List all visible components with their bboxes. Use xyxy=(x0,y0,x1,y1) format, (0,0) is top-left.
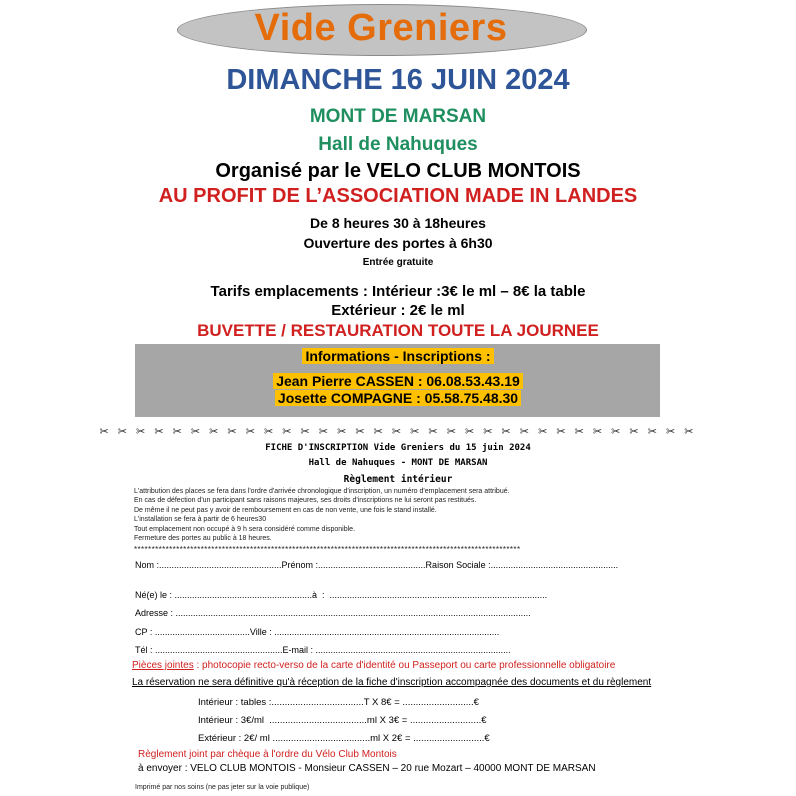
send-address: à envoyer : VELO CLUB MONTOIS - Monsieur CASSEN – 20 rue Mozart – 40000 MONT DE MARSAN xyxy=(138,763,596,774)
address-field[interactable]: Adresse : .............................................................................................................................................. xyxy=(135,608,531,618)
price-exterior[interactable]: Extérieur : 2€/ ml .....................................ml X 2€ = ...........................€ xyxy=(198,733,490,744)
rule-item: L'attribution des places se fera dans l'ordre d'arrivée chronologique d'inscription, un numéro d'emplacement sera attribué. xyxy=(134,488,510,495)
buvette-line: BUVETTE / RESTAURATION TOUTE LA JOURNEE xyxy=(197,321,599,340)
contact-row-1 xyxy=(0,373,796,391)
rules-list xyxy=(134,487,510,543)
organizer-line: Organisé par le VELO CLUB MONTOIS xyxy=(215,160,581,182)
printed-notice: Imprimé par nos soins (ne pas jeter sur la voie publique) xyxy=(135,784,310,791)
attachments-text: : photocopie recto-verso de la carte d'identité ou Passeport ou carte professionnelle obligatoire xyxy=(193,660,616,671)
payment-line: Règlement joint par chèque à l'ordre du Vélo Club Montois xyxy=(138,749,397,760)
event-title: Vide Greniers xyxy=(254,7,508,49)
contact-cassen: Jean Pierre CASSEN : 06.08.53.43.19 xyxy=(273,373,523,389)
opening-time: Ouverture des portes à 6h30 xyxy=(303,235,493,251)
tarif-interior: Tarifs emplacements : Intérieur :3€ le ml – 8€ la table xyxy=(210,283,586,300)
event-date: DIMANCHE 16 JUIN 2024 xyxy=(226,64,570,96)
rule-item: L'installation se fera à partir de 6 heures30 xyxy=(134,516,267,524)
tarif-exterior: Extérieur : 2€ le ml xyxy=(331,302,465,319)
rule-item: De même il ne peut pas y avoir de remboursement en cas de non vente, une fois le stand installé. xyxy=(134,506,437,514)
name-field[interactable]: Nom :.................................................Prénom :...........................................Raison Sociale :................................................... xyxy=(135,560,619,570)
reservation-notice: La réservation ne sera définitive qu'à réception de la fiche d'inscription accompagnée des documents et du règlement xyxy=(132,677,652,688)
entry-free: Entrée gratuite xyxy=(362,257,434,268)
rule-item: Tout emplacement non occupé à 9 h sera considéré comme disponible. xyxy=(134,525,356,533)
attachments-line xyxy=(132,660,615,671)
contact-row-2 xyxy=(0,390,796,408)
rule-item: En cas de défection d'un participant sans raisons majeures, ses droits d'inscriptions ne lui seront pas restitués. xyxy=(134,497,477,505)
info-heading-row xyxy=(0,348,796,366)
rules-title: Règlement intérieur xyxy=(343,474,453,485)
contact-compagne: Josette COMPAGNE : 05.58.75.48.30 xyxy=(275,390,521,406)
birth-field[interactable]: Né(e) le : .......................................................à : ....................................................................................... xyxy=(135,590,548,600)
info-heading: Informations - Inscriptions : xyxy=(302,348,493,364)
phone-email-field[interactable]: Tél : ...................................................E-mail : .............................................................................. xyxy=(135,645,511,655)
beneficiary-line: AU PROFIT DE L’ASSOCIATION MADE IN LANDES xyxy=(158,185,638,207)
event-hours: De 8 heures 30 à 18heures xyxy=(310,215,486,231)
postcode-city-field[interactable]: CP : ......................................Ville : .......................................................................................... xyxy=(135,627,500,637)
event-city: MONT DE MARSAN xyxy=(309,106,487,127)
form-title: FICHE D'INSCRIPTION Vide Greniers du 15 juin 2024 xyxy=(265,443,531,453)
attachments-label: Pièces jointes xyxy=(132,660,194,671)
price-interior[interactable]: Intérieur : 3€/ml .....................................ml X 3€ = ...........................€ xyxy=(198,715,487,726)
rule-item: Fermeture des portes au public à 18 heures. xyxy=(134,535,272,543)
stars-separator: ************************************************************************************************************** xyxy=(134,545,521,554)
scissors-cut-line: ✂ ✂ ✂ ✂ ✂ ✂ ✂ ✂ ✂ ✂ ✂ ✂ ✂ ✂ ✂ ✂ ✂ ✂ ✂ ✂ ✂ ✂ ✂ ✂ ✂ ✂ ✂ ✂ ✂ ✂ ✂ ✂ ✂ xyxy=(99,426,697,438)
price-tables[interactable]: Intérieur : tables :...................................T X 8€ = ...........................€ xyxy=(198,697,479,708)
form-venue: Hall de Nahuques - MONT DE MARSAN xyxy=(308,458,488,468)
event-venue: Hall de Nahuques xyxy=(318,134,478,155)
